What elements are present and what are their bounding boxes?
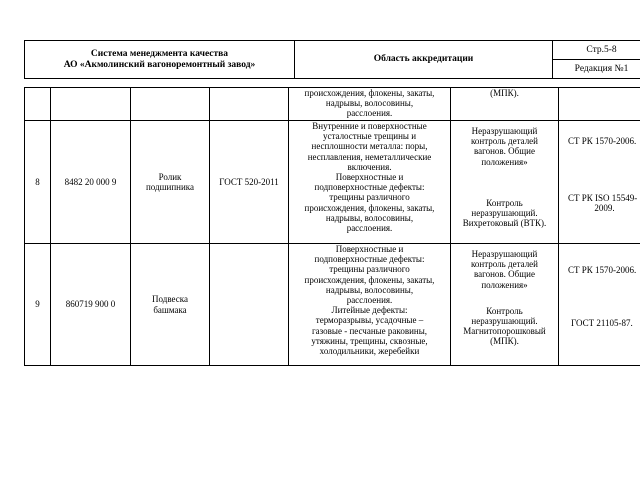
system-line-2: АО «Акмолинский вагоноремонтный завод»: [63, 59, 256, 70]
method-line: вагонов. Общие: [474, 146, 535, 157]
page-number: Стр.5-8: [553, 41, 640, 60]
product-gost: [210, 244, 289, 366]
standard-line: 2009.: [594, 203, 615, 214]
defect-line: холодильники, жеребейки: [319, 346, 420, 357]
defect-line: надрывы, волосовины,: [325, 98, 414, 109]
defect-line: Поверхностные и: [335, 172, 404, 183]
method-line: неразрушающий.: [471, 208, 538, 219]
defects-cell: [289, 88, 451, 121]
table-row: [25, 88, 640, 121]
defect-line: утяжины, трещины, сквозные,: [311, 335, 428, 346]
system-line-1: Система менеджмента качества: [90, 48, 229, 59]
name-line: башмака: [153, 304, 187, 315]
defect-line: усталостные трещины и: [322, 131, 417, 142]
method-line: контроль деталей: [471, 259, 538, 270]
method-line: неразрушающий.: [471, 316, 538, 327]
defect-line: включения.: [347, 161, 392, 172]
defect-line: происхождения, флокены, закаты,: [304, 202, 435, 213]
accreditation-table: [24, 87, 640, 366]
product-name: [131, 88, 210, 121]
row-number: 9: [25, 244, 51, 366]
defect-line: расслоения.: [346, 108, 393, 119]
name-line: Ролик: [158, 171, 182, 182]
product-code: 8482 20 000 9: [51, 121, 131, 244]
defect-line: терморазрывы, усадочные –: [315, 315, 424, 326]
defect-line: расслоения.: [346, 223, 393, 234]
product-code: [51, 88, 131, 121]
methods-cell: [451, 244, 559, 366]
standard-line: ГОСТ 21105-87.: [571, 318, 633, 329]
method-line: Вихретоковый (ВТК).: [462, 218, 547, 229]
product-name: [131, 121, 210, 244]
defect-line: происхождения, флокены, закаты,: [304, 88, 435, 98]
method-line: положения»: [481, 156, 528, 167]
revision-number: Редакция №1: [553, 60, 640, 79]
standards-cell: [559, 121, 640, 244]
defects-cell: [289, 244, 451, 366]
product-name: [131, 244, 210, 366]
product-gost: ГОСТ 520-2011: [210, 121, 289, 244]
method-line: Контроль: [486, 305, 523, 316]
row-number: [25, 88, 51, 121]
standard-line: СТ РК ISO 15549-: [568, 193, 638, 204]
defect-line: надрывы, волосовины,: [325, 284, 414, 295]
defect-line: расслоения.: [346, 295, 393, 306]
product-gost: [210, 88, 289, 121]
table-row: [25, 244, 640, 366]
standard-line: СТ РК 1570-2006.: [568, 136, 637, 146]
name-line: подшипника: [145, 182, 195, 192]
defect-line: Внутренние и поверхностные: [312, 121, 427, 131]
standards-cell: [559, 244, 640, 366]
method-line: Неразрушающий: [471, 126, 538, 136]
defect-line: трещины различного: [329, 264, 410, 275]
defect-line: Поверхностные и: [335, 244, 404, 254]
methods-cell: [451, 88, 559, 121]
defects-cell: [289, 121, 451, 244]
defect-line: Литейные дефекты:: [331, 305, 408, 316]
accreditation-area-title: Область аккредитации: [295, 41, 553, 79]
method-line: Контроль: [486, 197, 523, 208]
standards-cell: [559, 88, 640, 121]
defect-line: надрывы, волосовины,: [325, 212, 414, 223]
defect-line: подповерхностные дефекты:: [314, 254, 425, 265]
methods-cell: [451, 121, 559, 244]
document-header: [24, 40, 640, 79]
defect-line: несплошности металла: поры,: [311, 141, 428, 152]
method-line: контроль деталей: [471, 136, 538, 147]
defect-line: газовые - песчаные раковины,: [311, 325, 428, 336]
defect-line: несплавления, неметаллические: [307, 151, 432, 162]
quality-system-title: [25, 41, 295, 79]
method-line: (МПК).: [490, 88, 519, 98]
defect-line: происхождения, флокены, закаты,: [304, 274, 435, 285]
product-code: 860719 900 0: [51, 244, 131, 366]
method-line: Неразрушающий: [471, 249, 538, 259]
method-line: Магнитопорошковый: [463, 326, 546, 337]
standard-line: СТ РК 1570-2006.: [568, 265, 637, 275]
table-row: [25, 121, 640, 244]
method-line: (МПК).: [490, 336, 519, 347]
defect-line: трещины различного: [329, 192, 410, 203]
defect-line: подповерхностные дефекты:: [314, 182, 425, 193]
row-number: 8: [25, 121, 51, 244]
method-line: положения»: [481, 279, 528, 290]
method-line: вагонов. Общие: [474, 269, 535, 280]
name-line: Подвеска: [152, 294, 188, 305]
